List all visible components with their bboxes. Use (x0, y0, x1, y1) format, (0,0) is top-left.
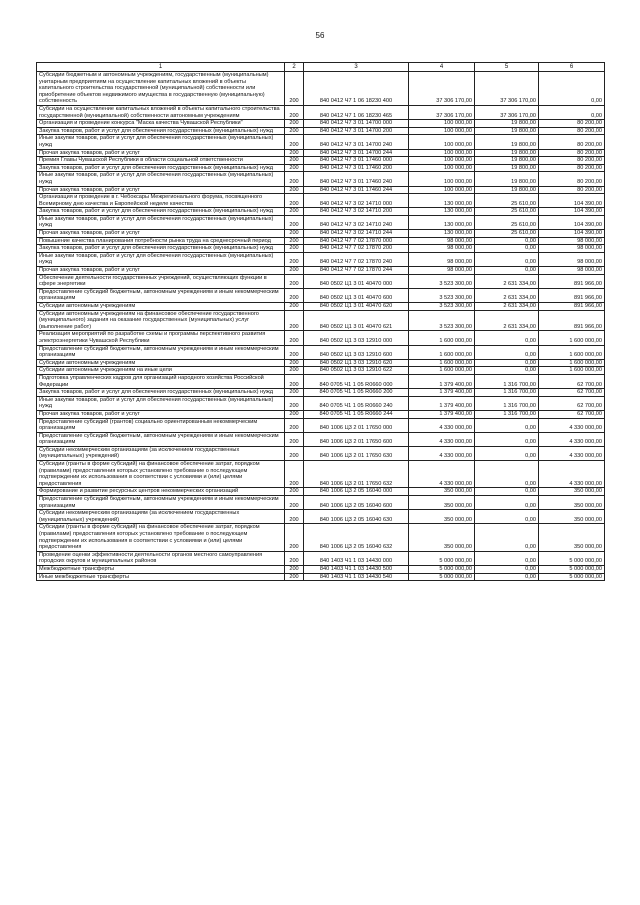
line-code-cell: 200 (285, 164, 304, 172)
unexecuted-amount-cell: 80 200,00 (539, 157, 605, 165)
executed-amount-cell: 0,00 (475, 510, 539, 524)
approved-amount-cell: 98 000,00 (409, 252, 475, 266)
approved-amount-cell: 98 000,00 (409, 267, 475, 275)
table-row (37, 72, 605, 106)
approved-amount-cell: 3 523 300,00 (409, 310, 475, 331)
table-row (37, 510, 605, 524)
budget-code-cell: 840 0412 Ч7 7 02 17870 240 (304, 252, 409, 266)
line-code-cell: 200 (285, 367, 304, 375)
approved-amount-cell: 3 523 300,00 (409, 288, 475, 302)
approved-amount-cell: 98 000,00 (409, 245, 475, 253)
table-row (37, 389, 605, 397)
executed-amount-cell: 0,00 (475, 418, 539, 432)
unexecuted-amount-cell: 1 600 000,00 (539, 345, 605, 359)
row-name-cell: Иные закупки товаров, работ и услуг для обеспечения государственных (муниципальных) нужд (37, 135, 285, 149)
budget-code-cell: 840 0412 Ч7 7 02 17870 200 (304, 245, 409, 253)
table-row (37, 524, 605, 551)
line-code-cell: 200 (285, 208, 304, 216)
table-row (37, 120, 605, 128)
executed-amount-cell: 2 631 334,00 (475, 303, 539, 311)
row-name-cell: Закупка товаров, работ и услуг для обеспечения государственных (муниципальных) нужд (37, 164, 285, 172)
approved-amount-cell: 100 000,00 (409, 120, 475, 128)
table-row (37, 215, 605, 229)
line-code-cell: 200 (285, 230, 304, 238)
line-code-cell: 200 (285, 237, 304, 245)
table-row (37, 374, 605, 388)
table-row (37, 432, 605, 446)
unexecuted-amount-cell: 4 330 000,00 (539, 418, 605, 432)
row-name-cell: Прочая закупка товаров, работ и услуг (37, 149, 285, 157)
budget-code-cell: 840 1006 Ц3 2 01 17650 632 (304, 461, 409, 488)
table-row (37, 359, 605, 367)
budget-code-cell: 840 0705 Ч1 1 05 R0660 244 (304, 410, 409, 418)
executed-amount-cell: 0,00 (475, 252, 539, 266)
unexecuted-amount-cell: 80 200,00 (539, 135, 605, 149)
column-header: 2 (285, 63, 304, 72)
row-name-cell: Иные закупки товаров, работ и услуг для обеспечения государственных (муниципальных) нужд (37, 252, 285, 266)
budget-code-cell: 840 1006 Ц3 2 05 16040 630 (304, 510, 409, 524)
table-row (37, 274, 605, 288)
budget-code-cell: 840 0412 Ч7 3 01 14700 240 (304, 135, 409, 149)
approved-amount-cell: 100 000,00 (409, 149, 475, 157)
approved-amount-cell: 1 379 400,00 (409, 396, 475, 410)
budget-code-cell: 840 0705 Ч1 1 05 R0660 000 (304, 374, 409, 388)
budget-code-cell: 840 1403 Ч1 1 03 14430 540 (304, 573, 409, 581)
executed-amount-cell: 0,00 (475, 551, 539, 565)
executed-amount-cell: 37 306 170,00 (475, 105, 539, 119)
approved-amount-cell: 350 000,00 (409, 488, 475, 496)
executed-amount-cell: 25 610,00 (475, 230, 539, 238)
table-row (37, 303, 605, 311)
executed-amount-cell: 25 610,00 (475, 215, 539, 229)
row-name-cell: Организация и проведение конкурса "Маска качества Чувашской Республики" (37, 120, 285, 128)
executed-amount-cell: 2 631 334,00 (475, 274, 539, 288)
table-row (37, 396, 605, 410)
approved-amount-cell: 1 379 400,00 (409, 374, 475, 388)
line-code-cell: 200 (285, 194, 304, 208)
row-name-cell: Премия Главы Чувашской Республики в области социальной ответственности (37, 157, 285, 165)
approved-amount-cell: 130 000,00 (409, 208, 475, 216)
executed-amount-cell: 19 800,00 (475, 135, 539, 149)
table-row (37, 245, 605, 253)
approved-amount-cell: 100 000,00 (409, 186, 475, 194)
budget-code-cell: 840 1006 Ц3 2 01 17650 600 (304, 432, 409, 446)
unexecuted-amount-cell: 0,00 (539, 72, 605, 106)
executed-amount-cell: 0,00 (475, 432, 539, 446)
approved-amount-cell: 1 600 000,00 (409, 331, 475, 345)
approved-amount-cell: 4 330 000,00 (409, 418, 475, 432)
table-row (37, 157, 605, 165)
budget-code-cell: 840 0412 Ч7 3 02 14710 200 (304, 208, 409, 216)
column-header: 6 (539, 63, 605, 72)
approved-amount-cell: 100 000,00 (409, 127, 475, 135)
executed-amount-cell: 19 800,00 (475, 127, 539, 135)
budget-code-cell: 840 0412 Ч7 1 06 18230 465 (304, 105, 409, 119)
row-name-cell: Закупка товаров, работ и услуг для обеспечения государственных (муниципальных) нужд (37, 127, 285, 135)
table-row (37, 310, 605, 331)
row-name-cell: Иные закупки товаров, работ и услуг для обеспечения государственных (муниципальных) нужд (37, 215, 285, 229)
budget-code-cell: 840 0502 Ц1 3 03 12910 622 (304, 367, 409, 375)
unexecuted-amount-cell: 104 390,00 (539, 208, 605, 216)
line-code-cell: 200 (285, 410, 304, 418)
executed-amount-cell: 1 316 700,00 (475, 410, 539, 418)
unexecuted-amount-cell: 5 000 000,00 (539, 551, 605, 565)
budget-code-cell: 840 1403 Ч1 1 03 14430 500 (304, 565, 409, 573)
table-row (37, 149, 605, 157)
budget-code-cell: 840 0412 Ч7 3 01 14700 200 (304, 127, 409, 135)
budget-code-cell: 840 0412 Ч7 3 02 14710 240 (304, 215, 409, 229)
table-row (37, 237, 605, 245)
executed-amount-cell: 19 800,00 (475, 157, 539, 165)
approved-amount-cell: 37 306 170,00 (409, 72, 475, 106)
line-code-cell: 200 (285, 573, 304, 581)
row-name-cell: Субсидии автономным учреждениям на иные цели (37, 367, 285, 375)
budget-code-cell: 840 0412 Ч7 3 01 14700 244 (304, 149, 409, 157)
executed-amount-cell: 0,00 (475, 331, 539, 345)
row-name-cell: Предоставление субсидий бюджетным, автономным учреждениям и иным некоммерческим организациям (37, 496, 285, 510)
executed-amount-cell: 25 610,00 (475, 194, 539, 208)
table-row (37, 208, 605, 216)
executed-amount-cell: 19 800,00 (475, 186, 539, 194)
unexecuted-amount-cell: 62 700,00 (539, 374, 605, 388)
executed-amount-cell: 0,00 (475, 367, 539, 375)
row-name-cell: Иные межбюджетные трансферты (37, 573, 285, 581)
unexecuted-amount-cell: 98 000,00 (539, 252, 605, 266)
line-code-cell: 200 (285, 149, 304, 157)
unexecuted-amount-cell: 62 700,00 (539, 396, 605, 410)
budget-code-cell: 840 0502 Ц1 3 01 40470 600 (304, 288, 409, 302)
table-row (37, 573, 605, 581)
line-code-cell: 200 (285, 510, 304, 524)
unexecuted-amount-cell: 350 000,00 (539, 524, 605, 551)
budget-code-cell: 840 0705 Ч1 1 05 R0660 240 (304, 396, 409, 410)
approved-amount-cell: 37 306 170,00 (409, 105, 475, 119)
approved-amount-cell: 1 600 000,00 (409, 345, 475, 359)
approved-amount-cell: 5 000 000,00 (409, 573, 475, 581)
budget-code-cell: 840 0412 Ч7 7 02 17870 244 (304, 267, 409, 275)
row-name-cell: Субсидии бюджетным и автономным учреждениям, государственным (муниципальным) унитарным предприятиям на осуществление капитальных вложений в объекты капитального строительства государственной (муниципальной) собственности или приобретение объектов недвижимого имущества в государственную (муниципальную) собственность (37, 72, 285, 106)
unexecuted-amount-cell: 891 966,00 (539, 274, 605, 288)
line-code-cell: 200 (285, 310, 304, 331)
row-name-cell: Субсидии некоммерческим организациям (за исключением государственных (муниципальных) учреждений) (37, 446, 285, 460)
row-name-cell: Обеспечение деятельности государственных учреждений, осуществляющих функции в сфере энергетики (37, 274, 285, 288)
line-code-cell: 200 (285, 396, 304, 410)
row-name-cell: Организация и проведение в г. Чебоксары Межрегионального форума, посвященного Всемирному дню качества и Европейской неделе качества (37, 194, 285, 208)
budget-code-cell: 840 0412 Ч7 3 01 17460 200 (304, 164, 409, 172)
unexecuted-amount-cell: 1 600 000,00 (539, 331, 605, 345)
approved-amount-cell: 4 330 000,00 (409, 446, 475, 460)
unexecuted-amount-cell: 80 200,00 (539, 120, 605, 128)
approved-amount-cell: 5 000 000,00 (409, 565, 475, 573)
unexecuted-amount-cell: 1 600 000,00 (539, 367, 605, 375)
executed-amount-cell: 0,00 (475, 496, 539, 510)
column-numbers-row (37, 63, 605, 72)
table-row (37, 565, 605, 573)
table-row (37, 267, 605, 275)
unexecuted-amount-cell: 5 000 000,00 (539, 565, 605, 573)
approved-amount-cell: 5 000 000,00 (409, 551, 475, 565)
unexecuted-amount-cell: 4 330 000,00 (539, 432, 605, 446)
line-code-cell: 200 (285, 252, 304, 266)
budget-code-cell: 840 1006 Ц3 2 05 16040 600 (304, 496, 409, 510)
row-name-cell: Иные закупки товаров, работ и услуг для обеспечения государственных (муниципальных) нужд (37, 396, 285, 410)
executed-amount-cell: 1 316 700,00 (475, 396, 539, 410)
budget-code-cell: 840 1006 Ц3 2 01 17650 000 (304, 418, 409, 432)
unexecuted-amount-cell: 891 966,00 (539, 288, 605, 302)
executed-amount-cell: 19 800,00 (475, 164, 539, 172)
table-row (37, 172, 605, 186)
line-code-cell: 200 (285, 72, 304, 106)
row-name-cell: Повышение качества планирования потребности рынка труда на среднесрочный период (37, 237, 285, 245)
budget-code-cell: 840 0705 Ч1 1 05 R0660 200 (304, 389, 409, 397)
approved-amount-cell: 1 600 000,00 (409, 367, 475, 375)
unexecuted-amount-cell: 350 000,00 (539, 510, 605, 524)
approved-amount-cell: 4 330 000,00 (409, 432, 475, 446)
budget-code-cell: 840 0502 Ц1 3 01 40470 000 (304, 274, 409, 288)
executed-amount-cell: 0,00 (475, 565, 539, 573)
row-name-cell: Предоставление субсидий бюджетным, автономным учреждениям и иным некоммерческим организациям (37, 288, 285, 302)
executed-amount-cell: 0,00 (475, 573, 539, 581)
row-name-cell: Прочая закупка товаров, работ и услуг (37, 410, 285, 418)
executed-amount-cell: 2 631 334,00 (475, 288, 539, 302)
line-code-cell: 200 (285, 245, 304, 253)
table-row (37, 186, 605, 194)
table-row (37, 164, 605, 172)
approved-amount-cell: 100 000,00 (409, 157, 475, 165)
unexecuted-amount-cell: 80 200,00 (539, 172, 605, 186)
unexecuted-amount-cell: 80 200,00 (539, 164, 605, 172)
row-name-cell: Иные закупки товаров, работ и услуг для обеспечения государственных (муниципальных) нужд (37, 172, 285, 186)
executed-amount-cell: 0,00 (475, 359, 539, 367)
executed-amount-cell: 37 306 170,00 (475, 72, 539, 106)
line-code-cell: 200 (285, 359, 304, 367)
table-row (37, 410, 605, 418)
table-row (37, 367, 605, 375)
row-name-cell: Реализация мероприятий по разработке схемы и программы перспективного развития электроэнергетики Чувашской Республики (37, 331, 285, 345)
line-code-cell: 200 (285, 274, 304, 288)
approved-amount-cell: 4 330 000,00 (409, 461, 475, 488)
row-name-cell: Закупка товаров, работ и услуг для обеспечения государственных (муниципальных) нужд (37, 245, 285, 253)
table-row (37, 127, 605, 135)
line-code-cell: 200 (285, 215, 304, 229)
unexecuted-amount-cell: 4 330 000,00 (539, 461, 605, 488)
budget-code-cell: 840 1403 Ч1 1 03 14430 000 (304, 551, 409, 565)
budget-code-cell: 840 0502 Ц1 3 01 40470 621 (304, 310, 409, 331)
line-code-cell: 200 (285, 345, 304, 359)
unexecuted-amount-cell: 350 000,00 (539, 496, 605, 510)
line-code-cell: 200 (285, 496, 304, 510)
approved-amount-cell: 1 600 000,00 (409, 359, 475, 367)
row-name-cell: Закупка товаров, работ и услуг для обеспечения государственных (муниципальных) нужд (37, 389, 285, 397)
row-name-cell: Субсидии некоммерческим организациям (за исключением государственных (муниципальных) учреждений) (37, 510, 285, 524)
table-row (37, 194, 605, 208)
unexecuted-amount-cell: 104 390,00 (539, 194, 605, 208)
row-name-cell: Прочая закупка товаров, работ и услуг (37, 267, 285, 275)
column-header: 5 (475, 63, 539, 72)
line-code-cell: 200 (285, 461, 304, 488)
row-name-cell: Прочая закупка товаров, работ и услуг (37, 230, 285, 238)
executed-amount-cell: 0,00 (475, 524, 539, 551)
table-row (37, 345, 605, 359)
approved-amount-cell: 1 379 400,00 (409, 410, 475, 418)
line-code-cell: 200 (285, 446, 304, 460)
budget-code-cell: 840 0412 Ч7 7 02 17870 000 (304, 237, 409, 245)
approved-amount-cell: 350 000,00 (409, 524, 475, 551)
table-row (37, 230, 605, 238)
approved-amount-cell: 3 523 300,00 (409, 274, 475, 288)
budget-code-cell: 840 1006 Ц3 2 05 16040 632 (304, 524, 409, 551)
budget-code-cell: 840 0502 Ц1 3 03 12910 620 (304, 359, 409, 367)
column-header: 4 (409, 63, 475, 72)
table-row (37, 551, 605, 565)
budget-code-cell: 840 0412 Ч7 1 06 18230 400 (304, 72, 409, 106)
approved-amount-cell: 350 000,00 (409, 510, 475, 524)
executed-amount-cell: 19 800,00 (475, 149, 539, 157)
approved-amount-cell: 100 000,00 (409, 135, 475, 149)
budget-code-cell: 840 1006 Ц3 2 01 17650 630 (304, 446, 409, 460)
column-header: 3 (304, 63, 409, 72)
budget-code-cell: 840 0502 Ц1 3 03 12910 000 (304, 331, 409, 345)
line-code-cell: 200 (285, 186, 304, 194)
line-code-cell: 200 (285, 127, 304, 135)
approved-amount-cell: 130 000,00 (409, 194, 475, 208)
table-row (37, 488, 605, 496)
row-name-cell: Проведение оценки эффективности деятельности органов местного самоуправления городских округов и муниципальных районов (37, 551, 285, 565)
line-code-cell: 200 (285, 565, 304, 573)
executed-amount-cell: 19 800,00 (475, 120, 539, 128)
row-name-cell: Субсидии автономным учреждениям на финансовое обеспечение государственного (муниципального) задания на оказание государственных (муниципальных) услуг (выполнение работ) (37, 310, 285, 331)
line-code-cell: 200 (285, 418, 304, 432)
unexecuted-amount-cell: 891 966,00 (539, 303, 605, 311)
executed-amount-cell: 0,00 (475, 237, 539, 245)
approved-amount-cell: 100 000,00 (409, 164, 475, 172)
page-number: 56 (315, 31, 325, 40)
table-row (37, 418, 605, 432)
unexecuted-amount-cell: 62 700,00 (539, 410, 605, 418)
table-row (37, 331, 605, 345)
approved-amount-cell: 130 000,00 (409, 215, 475, 229)
line-code-cell: 200 (285, 105, 304, 119)
budget-code-cell: 840 0412 Ч7 3 02 14710 000 (304, 194, 409, 208)
line-code-cell: 200 (285, 488, 304, 496)
row-name-cell: Формирование и развитие ресурсных центров некоммерческих организаций (37, 488, 285, 496)
table-row (37, 252, 605, 266)
line-code-cell: 200 (285, 303, 304, 311)
line-code-cell: 200 (285, 288, 304, 302)
executed-amount-cell: 25 610,00 (475, 208, 539, 216)
row-name-cell: Подготовка управленческих кадров для организаций народного хозяйства Российской Федерации (37, 374, 285, 388)
budget-execution-table (36, 62, 605, 581)
approved-amount-cell: 100 000,00 (409, 172, 475, 186)
column-header: 1 (37, 63, 285, 72)
unexecuted-amount-cell: 98 000,00 (539, 237, 605, 245)
row-name-cell: Субсидии (гранты в форме субсидий) на финансовое обеспечение затрат, порядком (правилами) предоставления которых установлено требование о последующем подтверждении их использования в соответствии с условиями и (или) целями предоставления (37, 461, 285, 488)
budget-code-cell: 840 0412 Ч7 3 01 17460 240 (304, 172, 409, 186)
unexecuted-amount-cell: 104 390,00 (539, 215, 605, 229)
executed-amount-cell: 0,00 (475, 245, 539, 253)
executed-amount-cell: 1 316 700,00 (475, 389, 539, 397)
executed-amount-cell: 0,00 (475, 488, 539, 496)
executed-amount-cell: 19 800,00 (475, 172, 539, 186)
table-row (37, 446, 605, 460)
executed-amount-cell: 2 631 334,00 (475, 310, 539, 331)
budget-code-cell: 840 0502 Ц1 3 01 40470 620 (304, 303, 409, 311)
line-code-cell: 200 (285, 524, 304, 551)
unexecuted-amount-cell: 80 200,00 (539, 186, 605, 194)
row-name-cell: Предоставление субсидий бюджетным, автономным учреждениям и иным некоммерческим организациям (37, 432, 285, 446)
line-code-cell: 200 (285, 374, 304, 388)
line-code-cell: 200 (285, 551, 304, 565)
row-name-cell: Субсидии автономным учреждениям (37, 359, 285, 367)
table-row (37, 105, 605, 119)
approved-amount-cell: 1 379 400,00 (409, 389, 475, 397)
line-code-cell: 200 (285, 389, 304, 397)
row-name-cell: Предоставление субсидий бюджетным, автономным учреждениям и иным некоммерческим организациям (37, 345, 285, 359)
unexecuted-amount-cell: 80 200,00 (539, 127, 605, 135)
line-code-cell: 200 (285, 120, 304, 128)
approved-amount-cell: 130 000,00 (409, 230, 475, 238)
approved-amount-cell: 350 000,00 (409, 496, 475, 510)
table-row (37, 461, 605, 488)
unexecuted-amount-cell: 98 000,00 (539, 267, 605, 275)
executed-amount-cell: 1 316 700,00 (475, 374, 539, 388)
unexecuted-amount-cell: 62 700,00 (539, 389, 605, 397)
row-name-cell: Субсидии на осуществление капитальных вложений в объекты капитального строительства государственной (муниципальной) собственности автономным учреждениям (37, 105, 285, 119)
unexecuted-amount-cell: 1 600 000,00 (539, 359, 605, 367)
budget-code-cell: 840 0412 Ч7 3 01 17460 000 (304, 157, 409, 165)
unexecuted-amount-cell: 0,00 (539, 105, 605, 119)
line-code-cell: 200 (285, 267, 304, 275)
line-code-cell: 200 (285, 157, 304, 165)
row-name-cell: Субсидии (гранты в форме субсидий) на финансовое обеспечение затрат, порядком (правилами) предоставления которых установлено требование о последующем подтверждении их использования в соответствии с условиями и (или) целями предоставления (37, 524, 285, 551)
table-row (37, 496, 605, 510)
executed-amount-cell: 0,00 (475, 345, 539, 359)
budget-code-cell: 840 0412 Ч7 3 01 14700 000 (304, 120, 409, 128)
row-name-cell: Предоставление субсидий (грантов) социально ориентированным некоммерческим организациям (37, 418, 285, 432)
line-code-cell: 200 (285, 135, 304, 149)
executed-amount-cell: 0,00 (475, 461, 539, 488)
line-code-cell: 200 (285, 172, 304, 186)
table-row (37, 288, 605, 302)
row-name-cell: Прочая закупка товаров, работ и услуг (37, 186, 285, 194)
budget-code-cell: 840 0412 Ч7 3 01 17460 244 (304, 186, 409, 194)
unexecuted-amount-cell: 5 000 000,00 (539, 573, 605, 581)
line-code-cell: 200 (285, 432, 304, 446)
executed-amount-cell: 0,00 (475, 446, 539, 460)
row-name-cell: Закупка товаров, работ и услуг для обеспечения государственных (муниципальных) нужд (37, 208, 285, 216)
unexecuted-amount-cell: 4 330 000,00 (539, 446, 605, 460)
approved-amount-cell: 98 000,00 (409, 237, 475, 245)
unexecuted-amount-cell: 350 000,00 (539, 488, 605, 496)
unexecuted-amount-cell: 104 390,00 (539, 230, 605, 238)
unexecuted-amount-cell: 80 200,00 (539, 149, 605, 157)
row-name-cell: Межбюджетные трансферты (37, 565, 285, 573)
table-row (37, 135, 605, 149)
executed-amount-cell: 0,00 (475, 267, 539, 275)
line-code-cell: 200 (285, 331, 304, 345)
unexecuted-amount-cell: 891 966,00 (539, 310, 605, 331)
budget-code-cell: 840 0412 Ч7 3 02 14710 244 (304, 230, 409, 238)
approved-amount-cell: 3 523 300,00 (409, 303, 475, 311)
row-name-cell: Субсидии автономным учреждениям (37, 303, 285, 311)
budget-code-cell: 840 0502 Ц1 3 03 12910 600 (304, 345, 409, 359)
unexecuted-amount-cell: 98 000,00 (539, 245, 605, 253)
budget-code-cell: 840 1006 Ц3 2 05 16040 000 (304, 488, 409, 496)
